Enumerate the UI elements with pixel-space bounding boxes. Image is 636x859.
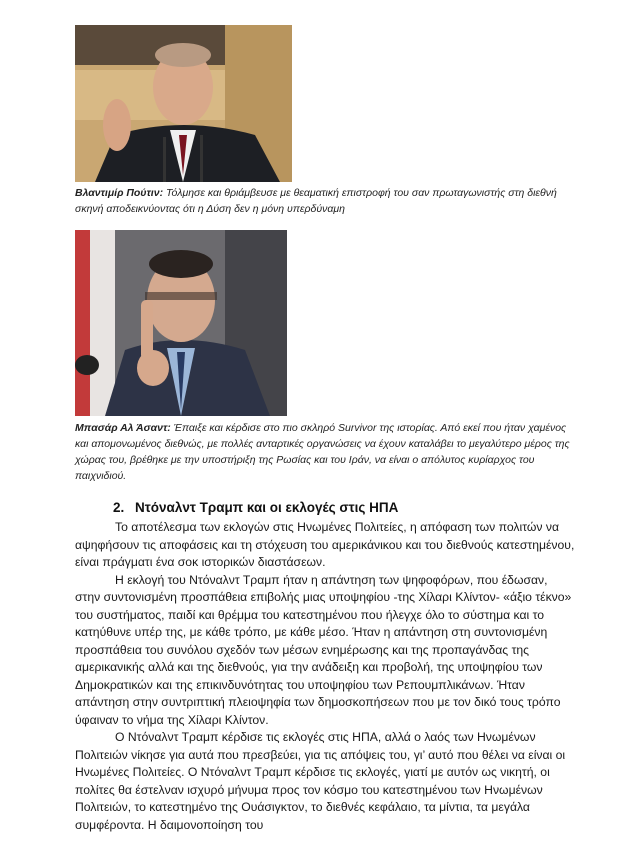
paragraph: Η εκλογή του Ντόναλντ Τραμπ ήταν η απάντηση των ψηφοφόρων, που έδωσαν, στην συντονισμένη προσπάθεια επιβολής μιας υποψηφίου -της Χίλαρι Κλίντον- «άξιο τέκνο» του συστήματος, παιδί και θρέμμα του κατεστημένου που ήλεγχε όλο το σύστημα και το κατηύθυνε υπέρ της, με κάθε τρόπο, με κάθε μέσο. Ήταν η απάντηση στη συντονισμένη προσπάθεια του συνόλου σχεδόν των μέσων ενημέρωσης και της προπαγάνδας της αμερικανικής αλλά και της διεθνούς, για την ανάδειξη και προβολή, της υποψηφίου των Δημοκρατικών και της επικινδυνότητας του υποψηφίου των Ρεπουμπλικάνων. Ήταν απάντηση στην συντριπτική πλειοψηφία των δημοσκοπήσεων που με τον δικό τους τρόπο ύφαιναν το νήμα της Χίλαρι Κλίντον. <box>75 572 572 727</box>
caption-text: Τόλμησε και θριάμβευσε με θεαματική επιστροφή του σαν πρωταγωνιστής στη διεθνή σκηνή αποδεικνύοντας ότι η Δύση δεν η μόνη υπερδύναμη <box>75 187 557 215</box>
photo-putin <box>75 25 292 182</box>
paragraph: Το αποτέλεσμα των εκλογών στις Ηνωμένες Πολιτείες, η απόφαση των πολιτών να αψηφήσουν τις αποφάσεις και τη στόχευση του αμερικάνικου και του διεθνούς κατεστημένου, είναι πράγματι ένα σοκ ιστορικών διαστάσεων. <box>75 520 575 569</box>
section-number: 2. <box>113 500 125 515</box>
photo-assad <box>75 230 287 416</box>
paragraph: Ο Ντόναλντ Τραμπ κέρδισε τις εκλογές στις ΗΠΑ, αλλά ο λαός των Ηνωμένων Πολιτειών νίκησε για αυτά που πρεσβεύει, για τις απόψεις του, γι’ αυτό που θέλει να είναι οι Ηνωμένες Πολιτείες. Ο Ντόναλντ Τραμπ κέρδισε τις εκλογές, γιατί με αυτόν ως νικητή, οι πολίτες θα έστελναν ισχυρό μήνυμα προς τον κόσμο του κατεστημένου των Ηνωμένων Πολιτειών, το κατεστημένο της Ουάσιγκτον, το διεθνές κεφάλαιο, τα μίντια, τα μεγάλα συμφέροντα. Η δαιμονοποίηση του <box>75 730 566 832</box>
article-body <box>75 519 575 834</box>
section-title: Ντόναλντ Τραμπ και οι εκλογές στις ΗΠΑ <box>135 500 399 515</box>
section-heading <box>113 500 398 515</box>
photo-caption-assad <box>75 420 575 484</box>
caption-name: Μπασάρ Αλ Άσαντ: <box>75 422 171 434</box>
caption-name: Βλαντιμίρ Πούτιν: <box>75 187 164 199</box>
photo-caption-putin <box>75 185 575 217</box>
caption-text: Έπαιξε και κέρδισε στο πιο σκληρό Survivor της ιστορίας. Από εκεί που ήταν χαμένος και απομονωμένος διεθνώς, με πολλές ανταρτικές οργανώσεις να έχουν καταλάβει το μεγαλύτερο μέρος της χώρας του, βρέθηκε με την υποστήριξη της Ρωσίας και του Ιράν, να είναι ο απόλυτος κυρίαρχος του παιχνιδιού. <box>75 422 570 482</box>
